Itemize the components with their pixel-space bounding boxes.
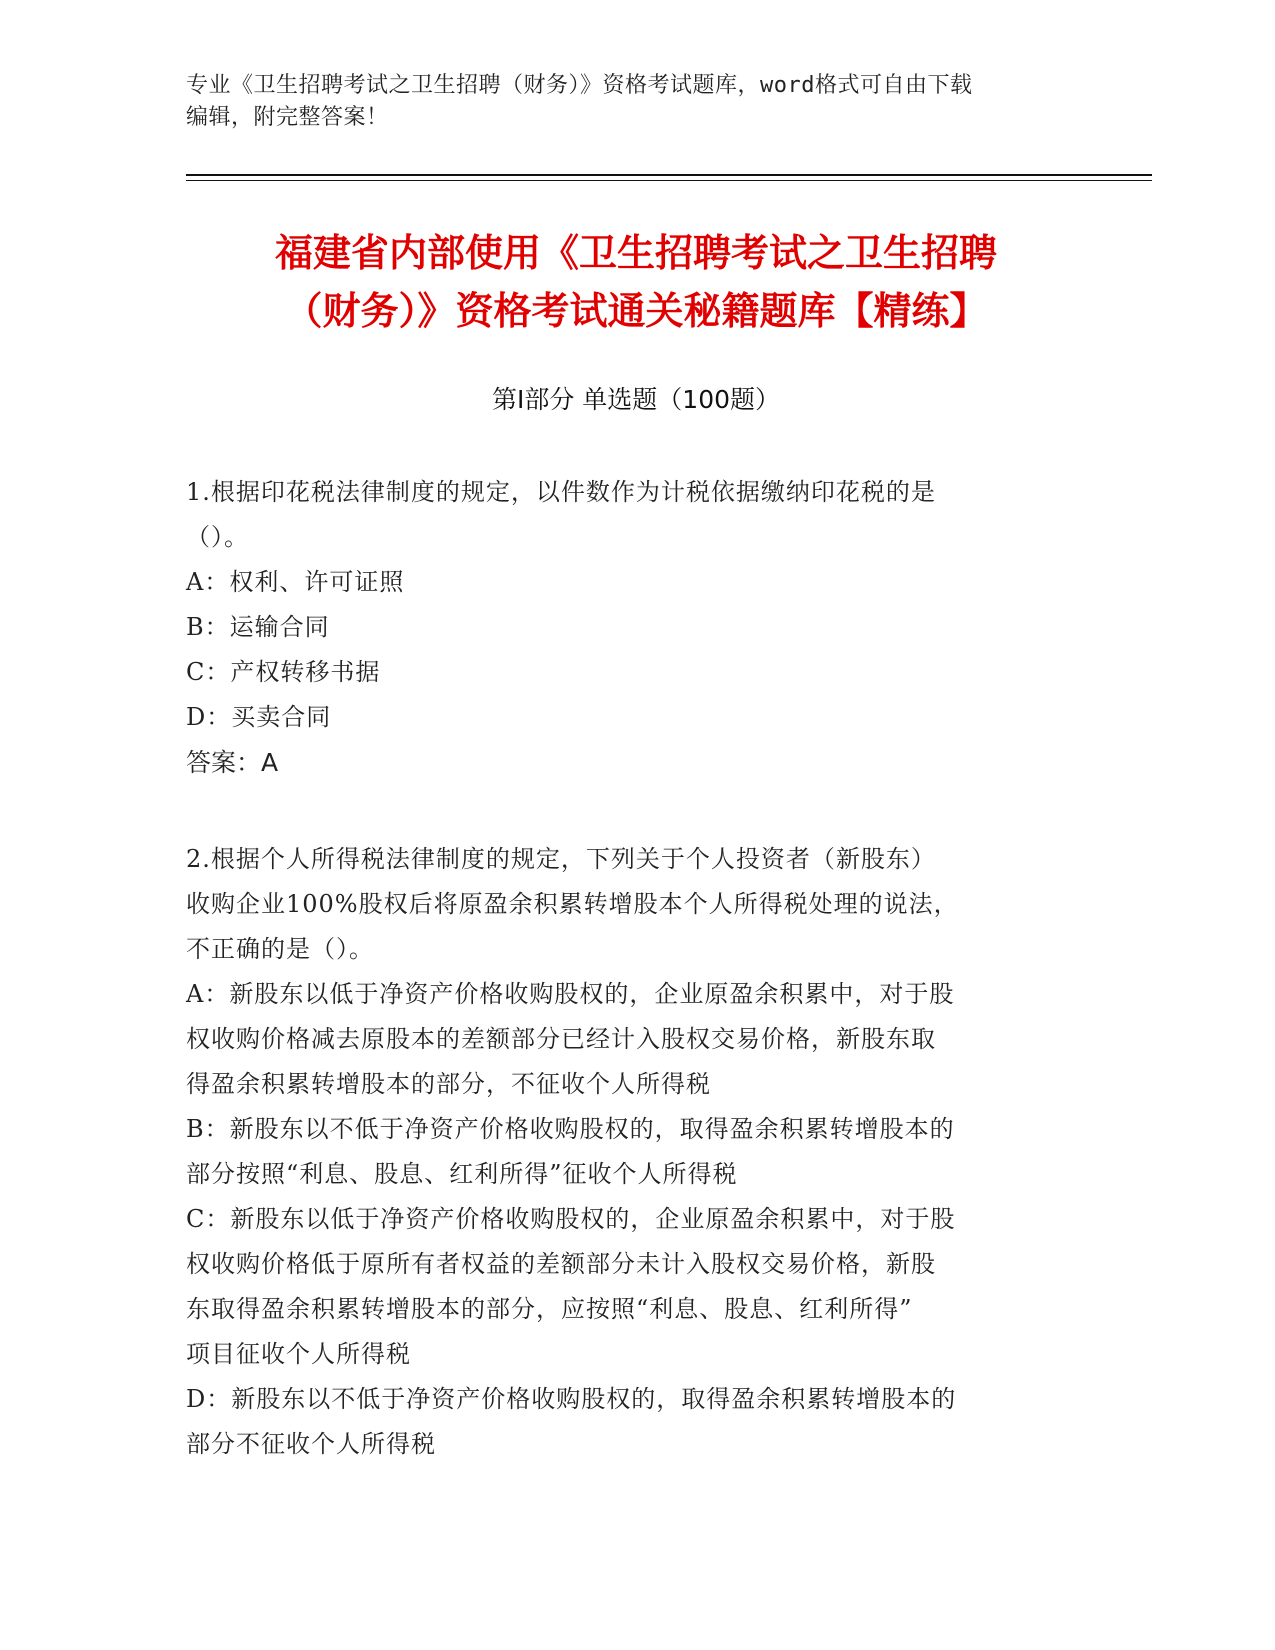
option-c-line: 项目征收个人所得税 bbox=[186, 1340, 411, 1368]
option-b: B：运输合同 bbox=[186, 613, 330, 641]
question-stem-line: 收购企业100%股权后将原盈余积累转增股本个人所得税处理的说法， bbox=[186, 890, 959, 918]
header-divider bbox=[186, 174, 1152, 176]
option-a-line: 权收购价格减去原股本的差额部分已经计入股权交易价格，新股东取 bbox=[186, 1025, 936, 1053]
option-a-line: 得盈余积累转增股本的部分，不征收个人所得税 bbox=[186, 1070, 711, 1098]
option-a-line: A：新股东以低于净资产价格收购股权的，企业原盈余积累中，对于股 bbox=[186, 980, 955, 1008]
option-d-line: D：新股东以不低于净资产价格收购股权的，取得盈余积累转增股本的 bbox=[186, 1385, 957, 1413]
option-c-line: C：新股东以低于净资产价格收购股权的，企业原盈余积累中，对于股 bbox=[186, 1205, 956, 1233]
option-c-line: 权收购价格低于原所有者权益的差额部分未计入股权交易价格，新股 bbox=[186, 1250, 936, 1278]
title-line: （财务）》资格考试通关秘籍题库【精练】 bbox=[284, 289, 988, 333]
section-heading: 第Ⅰ部分 单选题（100题） bbox=[491, 385, 781, 414]
option-d-line: 部分不征收个人所得税 bbox=[186, 1430, 436, 1458]
option-b-line: B：新股东以不低于净资产价格收购股权的，取得盈余积累转增股本的 bbox=[186, 1115, 955, 1143]
question-2 bbox=[186, 837, 1066, 1467]
header-divider-thin bbox=[186, 180, 1152, 181]
option-d: D：买卖合同 bbox=[186, 703, 332, 731]
title-line: 福建省内部使用《卫生招聘考试之卫生招聘 bbox=[274, 231, 997, 275]
header-note-line: 专业《卫生招聘考试之卫生招聘（财务）》资格考试题库，word格式可自由下载 bbox=[186, 73, 973, 98]
question-1 bbox=[186, 470, 1066, 785]
header-note bbox=[186, 70, 1066, 134]
answer-line: 答案：A bbox=[186, 748, 279, 777]
option-b-line: 部分按照“利息、股息、红利所得”征收个人所得税 bbox=[186, 1160, 738, 1188]
option-a: A：权利、许可证照 bbox=[186, 568, 405, 596]
question-stem-line: （）。 bbox=[186, 523, 249, 551]
document-title bbox=[186, 224, 1086, 340]
option-c: C：产权转移书据 bbox=[186, 658, 381, 686]
option-c-line: 东取得盈余积累转增股本的部分，应按照“利息、股息、红利所得” bbox=[186, 1295, 913, 1323]
question-stem-line: 1.根据印花税法律制度的规定，以件数作为计税依据缴纳印花税的是 bbox=[186, 478, 936, 506]
question-stem-line: 不正确的是（）。 bbox=[186, 935, 374, 963]
header-note-line: 编辑，附完整答案！ bbox=[186, 105, 389, 130]
question-stem-line: 2.根据个人所得税法律制度的规定，下列关于个人投资者（新股东） bbox=[186, 845, 936, 873]
